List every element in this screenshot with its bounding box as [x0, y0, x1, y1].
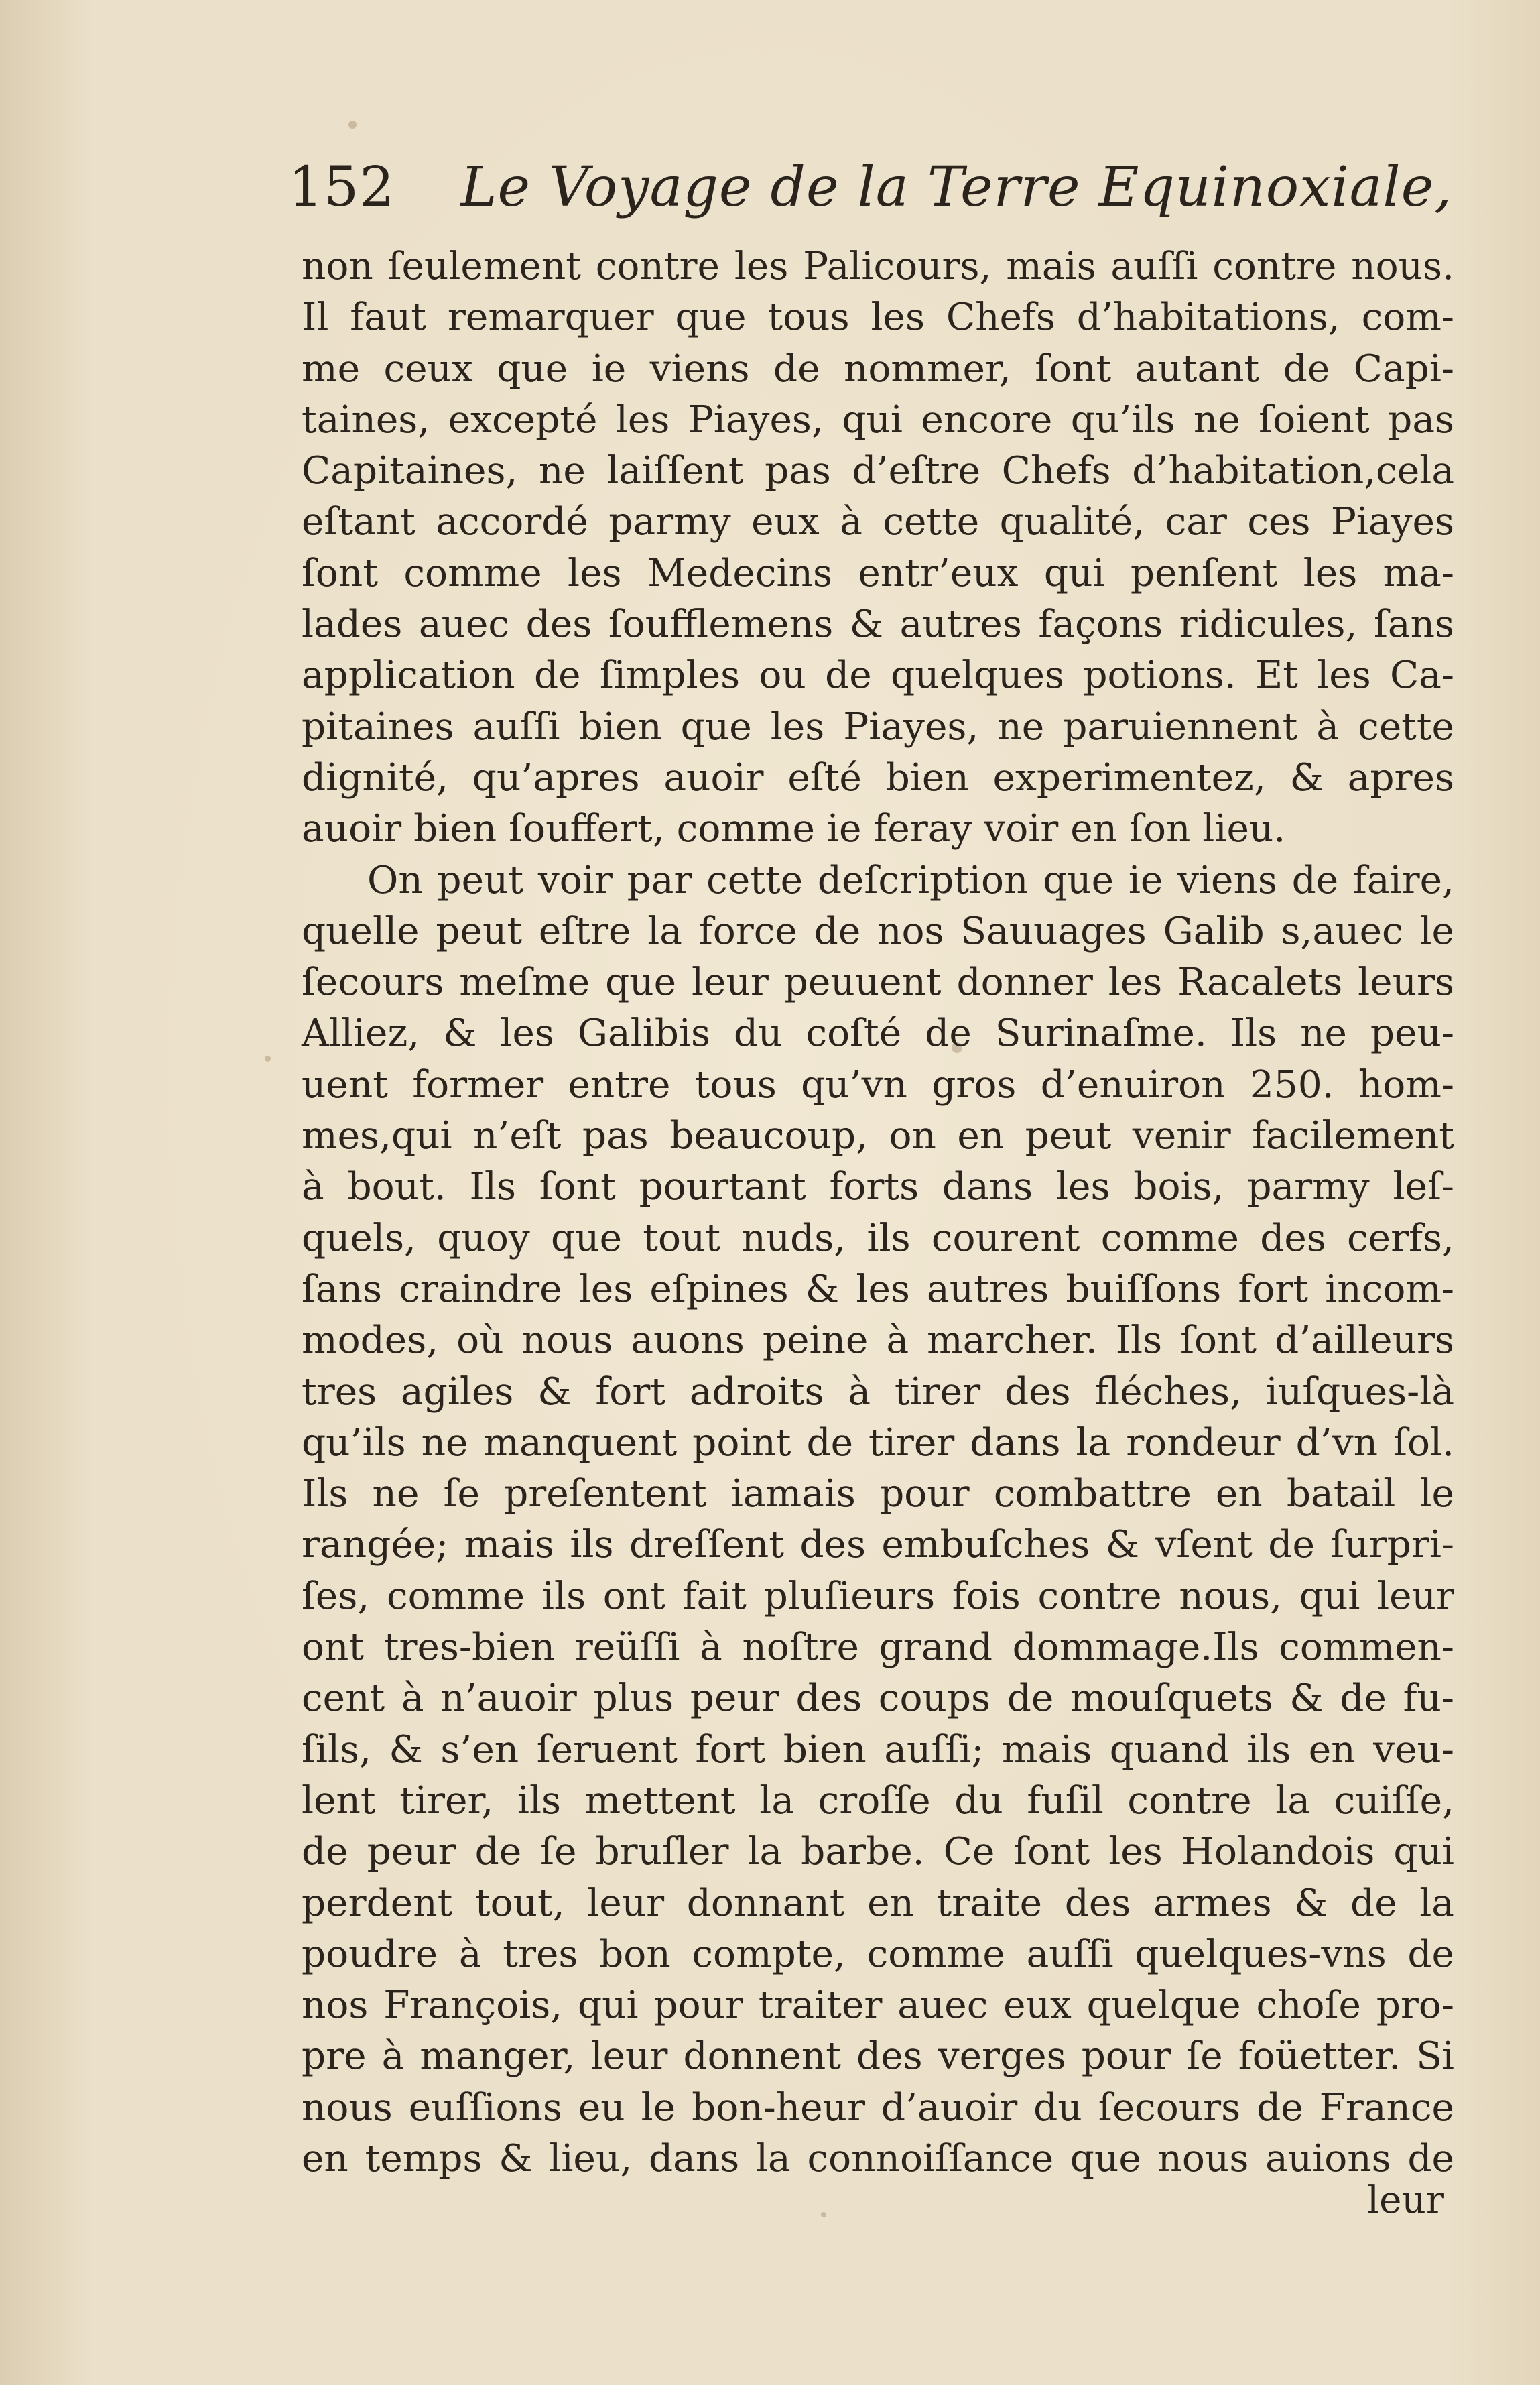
text-line: ſont comme les Medecins entr’eux qui penſent les ma-: [302, 551, 1454, 595]
body-text: [302, 241, 1454, 2185]
text-line: nous euſſions eu le bon-heur d’auoir du ſecours de France: [302, 2085, 1454, 2130]
text-line: On peut voir par cette deſcription que ie viens de faire,: [367, 858, 1454, 902]
text-line: non ſeulement contre les Palicours, mais auſſi contre nous.: [302, 245, 1454, 288]
text-line: rangée; mais ils dreſſent des embuſches & vſent de ſurpri-: [302, 1523, 1454, 1567]
text-line: auoir bien ſouffert, comme ie feray voir en ſon lieu.: [302, 807, 1286, 851]
text-line: ſans craindre les eſpines & les autres buiſſons fort incom-: [302, 1267, 1454, 1311]
page-number: 152: [288, 156, 395, 219]
text-line: de peur de ſe bruſler la barbe. Ce ſont les Holandois qui: [302, 1830, 1454, 1874]
text-line: application de ſimples ou de quelques potions. Et les Ca-: [302, 654, 1454, 698]
text-line: nos François, qui pour traiter auec eux quelque choſe pro-: [302, 1983, 1454, 2028]
text-line: lades auec des ſoufflemens & autres façons ridicules, ſans: [302, 603, 1454, 647]
text-line: qu’ils ne manquent point de tirer dans la rondeur d’vn ſol.: [302, 1420, 1454, 1465]
text-line: mes,qui n’eſt pas beaucoup, on en peut venir facilement: [302, 1114, 1454, 1158]
text-line: perdent tout, leur donnant en traite des armes & de la: [302, 1881, 1454, 1925]
ink-spot: [348, 121, 357, 129]
text-line: pre à manger, leur donnent des verges pour ſe foüetter. Si: [302, 2034, 1454, 2079]
text-line: modes, où nous auons peine à marcher. Ils ſont d’ailleurs: [302, 1319, 1454, 1363]
text-line: ont tres-bien reüſſi à noſtre grand dommage.Ils commen-: [302, 1626, 1454, 1670]
text-line: cent à n’auoir plus peur des coups de mouſquets & de fu-: [302, 1676, 1454, 1721]
ink-spot: [265, 1056, 271, 1062]
text-line: uent former entre tous qu’vn gros d’enuiron 250. hom-: [302, 1062, 1454, 1107]
text-line: dignité, qu’apres auoir eſté bien experimentez, & apres: [302, 755, 1454, 800]
text-line: ſils, & s’en ſeruent fort bien auſſi; mais quand ils en veu-: [302, 1727, 1454, 1772]
text-line: à bout. Ils ſont pourtant forts dans les bois, parmy leſ-: [302, 1165, 1454, 1209]
text-line: poudre à tres bon compte, comme auſſi quelques-vns de: [302, 1932, 1454, 1976]
page-header: [288, 156, 1453, 236]
text-line: quelle peut eſtre la force de nos Sauuages Galib s,auec le: [302, 909, 1454, 953]
text-line: Capitaines, ne laiſſent pas d’eſtre Chefs d’habitation,cela: [302, 449, 1454, 493]
ink-spot: [821, 2212, 826, 2217]
text-line: Ils ne ſe preſentent iamais pour combattre en batail le: [302, 1472, 1454, 1516]
text-line: taines, excepté les Piayes, qui encore qu’ils ne ſoient pas: [302, 398, 1454, 442]
text-line: lent tirer, ils mettent la croſſe du fuſil contre la cuiſſe,: [302, 1778, 1454, 1823]
text-line: Il faut remarquer que tous les Chefs d’habitations, com-: [302, 296, 1454, 340]
running-title: Le Voyage de la Terre Equinoxiale,: [460, 156, 1453, 219]
catchword: leur: [1367, 2179, 1444, 2222]
text-line: Alliez, & les Galibis du coſté de Surinaſme. Ils ne peu-: [302, 1012, 1454, 1056]
text-line: en temps & lieu, dans la connoiſſance que nous auions de: [302, 2136, 1454, 2181]
text-line: ſecours meſme que leur peuuent donner les Racalets leurs: [302, 961, 1454, 1005]
text-line: quels, quoy que tout nuds, ils courent comme des cerfs,: [302, 1216, 1454, 1260]
text-line: me ceux que ie viens de nommer, ſont autant de Capi-: [302, 347, 1454, 391]
text-line: pitaines auſſi bien que les Piayes, ne paruiennent à cette: [302, 705, 1454, 749]
text-line: ſes, comme ils ont fait pluſieurs fois contre nous, qui leur: [302, 1574, 1454, 1618]
text-line: eſtant accordé parmy eux à cette qualité, car ces Piayes: [302, 500, 1454, 544]
text-line: tres agiles & fort adroits à tirer des fléches, iuſques-là: [302, 1369, 1454, 1414]
